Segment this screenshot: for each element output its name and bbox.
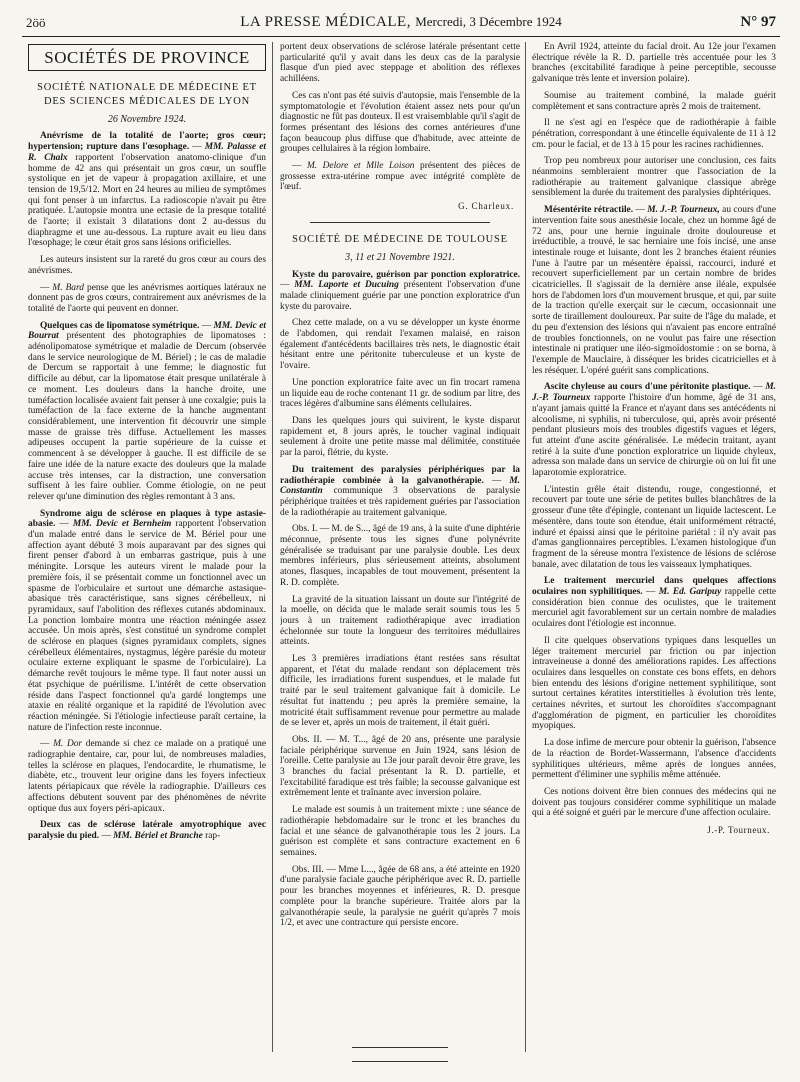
article-heading: Kyste du parovaire, guérison par ponction exploratrice.	[292, 269, 520, 280]
column-divider	[525, 42, 526, 1052]
article-authors: M. Bard	[52, 282, 84, 293]
article-text: pense que les anévrismes aortiques latéraux ne donnent pas de gros cœurs, contrairement aux anévrismes de la totalité de l'aorte qui peuvent en donner.	[28, 282, 266, 314]
paragraph: Ces notions doivent être bien connues des médecins qui ne doivent pas toujours considérer comme syphilitique un malade qui a été soigné et guéri par le mercure d'une affection oculaire.	[532, 787, 776, 819]
paragraph: Une ponction exploratrice faite avec un fin trocart ramena un liquide eau de roche contenant 11 gr. de sodium par litre, des traces légères d'albumine sans éléments cellulaires.	[280, 377, 520, 410]
paragraph: Ces cas n'ont pas été suivis d'autopsie, mais l'ensemble de la symptomatologie et l'évolution étaient assez nets pour qu'un diagnostic ne fût pas douteux. Il est vraisemblable qu'il s'agit de formes présentant des lésions des cornes antérieures d'une façon beaucoup plus diffuse que d'habitude, avec atteinte de groupes cellulaires à la région lombaire.	[280, 90, 520, 155]
paragraph: — M. Delore et Mlle Loison présentent des pièces de grossesse extra-utérine rompue avec intégrité complète de l'œuf.	[280, 161, 520, 193]
session-date: 3, 11 et 21 Novembre 1921.	[345, 251, 455, 263]
article-heading: Le traitement mercuriel dans quelques affections oculaires non syphilitiques.	[532, 576, 776, 598]
article: Le traitement mercuriel dans quelques affections oculaires non syphilitiques. — M. Ed. Garipuy rappelle cette considération bien connue des oculistes, que le traitement mercuriel agit favorablement sur un certain nombre de maladies oculaires dont l'étiologie est inconnue.	[532, 576, 776, 630]
column-divider	[272, 42, 273, 1052]
article-authors: MM. Devic et Bourrat	[28, 320, 266, 342]
article-authors: MM. Laporte et Ducuing	[294, 280, 399, 291]
article-heading: Deux cas de sclérose latérale amyotrophique avec paralysie du pied.	[28, 820, 266, 841]
article-text: rapporte l'histoire d'un homme, âgé de 31 ans, n'ayant jamais quitté la France et n'ayant dans ses antécédents ni alcoolisme, ni syphilis, ni tuberculose, qui, après avoir présenté pendant plusieurs mois des troubles digestifs vagues et légers, fut atteint d'une ascite généralisée. Le médecin traitant, ayant retiré à la suite d'une ponction exploratrice un liquide chyleux, adressa son malade dans un service de chirurgie où on lui fit une laparotomie exploratrice.	[532, 393, 776, 479]
paragraph: Obs. I. — M. de S..., âgé de 19 ans, à la suite d'une diphtérie méconnue, présente tous les signes d'une polynévrite généralisée se traduisant par une paralysie double. Les deux membres inférieurs, plus sérieusement atteints, absolument atones, flasques, incapables de tout mouvement, présentent la R. D. complète.	[280, 524, 520, 588]
paragraph: Les auteurs insistent sur la rareté du gros cœur au cours des anévrismes.	[28, 255, 266, 276]
article-authors: M. Ed. Garipuy	[658, 587, 722, 598]
society-heading: SOCIÉTÉ NATIONALE DE MÉDECINE ET DES SCIENCES MÉDICALES DE LYON	[37, 81, 257, 107]
newspaper-page	[22, 12, 780, 1072]
signature: G. Charleux.	[458, 201, 514, 212]
paragraph: La gravité de la situation laissant un doute sur l'intégrité de la moelle, on décida que le malade serait soumis tous les 5 jours à un traitement radiothérapique avec irradiation échelonnée sur toute la longueur des territoires médullaires atteints.	[280, 594, 520, 648]
session-date: 26 Novembre 1924.	[107, 113, 187, 125]
article: Du traitement des paralysies périphériques par la radiothérapie combinée à la galvanothérapie. — M. Constantin communique 3 observations de paralysie périphérique traitées et très rapidement guéries par l'association de la radiothérapie au traitement galvanique.	[280, 464, 520, 518]
article-authors: M. Dor	[53, 739, 83, 750]
signature: J.-P. Tourneux.	[707, 825, 770, 836]
paragraph: Chez cette malade, on a vu se développer un kyste énorme de l'abdomen, qui rendait l'examen malaisé, en raison également d'antécédents bacillaires très nets, le diagnostic était hésitant entre une péritonite tuberculeuse et un kyste de l'ovaire.	[280, 318, 520, 372]
journal-title	[22, 14, 780, 31]
page-header	[22, 12, 780, 37]
footer-rule	[352, 1061, 448, 1062]
column-3	[532, 42, 776, 1067]
column-2	[280, 42, 520, 1067]
paragraph: Les 3 premières irradiations étant restées sans résultat apparent, et l'état du malade rendant son déplacement très difficile, les irradiations furent suspendues, et le malade fut traité par le seul traitement galvanique fait à domicile. Le résultat fut inattendu ; peu après la première semaine, la motricité était suffisamment revenue pour permettre au malade de se lever et, après un mois de traitement, il était guéri.	[280, 654, 520, 729]
article-authors: MM. Bériel et Branche	[113, 831, 203, 841]
paragraph: Le malade est soumis à un traitement mixte : une séance de radiothérapie hebdomadaire sur le tronc et les branches du facial et une séance de galvanothérapie tous les 2 jours. La guérison est complète et sans contracture exactement en 6 semaines.	[280, 805, 520, 858]
article-text: rappelle cette considération bien connue des oculistes, que le traitement mercuriel agit favorablement sur un certain nombre de maladies oculaires dont l'étiologie est inconnue.	[532, 587, 776, 630]
paragraph: portent deux observations de sclérose latérale présentant cette particularité qu'il y avait dans les deux cas de la paralysie flasque d'un pied avec steppage et abolition des réflexes achilléens.	[280, 42, 520, 85]
article-heading: Du traitement des paralysies périphériques par la radiothérapie combinée à la galvanothérapie.	[280, 464, 520, 486]
article: Anévrisme de la totalité de l'aorte; gros cœur; hypertension; rupture dans l'œsophage. — MM. Palasse et R. Chalx rapportent l'observation anatomo-clinique d'un homme de 42 ans qui présentait un gros cœur, un souffle systolique en jet de vapeur à propagation axillaire, et une tension de 19,5/12. Mort en 24 heures au milieu de symptômes qui font penser à un infarctus. La radioscopie n'avait pu être pratiquée. L'autopsie montra une ectasie de la presque totalité de l'aorte; il existait 3 dilatations dont 2 au-dessus du diaphragme et une au-dessous. La rupture avait eu lieu dans l'œsophage; le cœur était gros sans lésions orificielles.	[28, 131, 266, 249]
footer-rule	[352, 1047, 448, 1048]
article-text: présentent des pièces de grossesse extra-utérine rompue avec intégrité complète de l'œuf.	[280, 161, 520, 193]
article-authors: M. Constantin	[280, 475, 520, 497]
paragraph: Trop peu nombreux pour autoriser une conclusion, ces faits néanmoins sembleraient montrer que l'association de la radiothérapie au traitement galvanique classique abrège sensiblement la durée du traitement des paralysies diphtériques.	[532, 156, 776, 199]
article-text: rap-	[205, 831, 221, 841]
article: Syndrome aigu de sclérose en plaques à type astasie-abasie. — MM. Devic et Bernheim rapportent l'observation d'un malade entré dans le service de M. Bériel pour une affection ayant débuté 3 mois auparavant par des signes qui firent penser d'abord à un embarras gastrique, puis à une méningite. Lorsque les auteurs virent le malade pour la première fois, il se présentait comme un fonctionnel avec un spasme de l'orbiculaire et surtout une démarche astasique-abasique très caractéristique, sans signes cérébelleux, ni pyramidaux, sauf l'abolition des réflexes cutanés abdominaux. La ponction lombaire montra une réaction méningée assez accusée. Un mois après, s'est constitué un syndrome complet de sclérose en plaques (signes pyramidaux complets, signes cérébelleux élémentaires, nystagmus, légère parésie du moteur oculaire externe expliquant le spasme de l'orbiculaire). La démarche revêt toujours le même type. Il faut noter aussi un état psychique de puérilisme. L'intérêt de cette observation réside dans l'aspect fonctionnel qu'a gardé longtemps une ataxie en réalité organique et la rapidité de l'évolution avec réaction méningée. Si l'étiologie infectieuse paraît certaine, la nature de l'infection reste inconnue.	[28, 508, 266, 733]
article-authors: MM. Devic et Bernheim	[72, 519, 172, 530]
article: Quelques cas de lipomatose symétrique. — MM. Devic et Bourrat présentent des photographies de lipomatoses : adénolipomatose symétrique et maladie de Dercum (observée dans le service neurologique de M. Bériel) ; le cas de maladie de Dercum se rapportait à une femme; le diagnostic fut difficile au début, car la lipomatose était presque unilatérale à ce moment. Les douleurs dans la hanche droite, une tuméfaction localisée avaient fait penser à une coxalgie; puis la tuméfaction de la face externe de la hanche augmentant considérablement, une intervention fit découvrir une simple masse de graisse très diffuse. Actuellement les masses adipeuses occupent la partie supérieure de la cuisse et commencent à se développer à gauche. Il est difficile de se faire une idée de la nature exacte des douleurs que la malade accuse très intenses, car la distraction, une conversation suffisent à les faire oublier. Comme étiologie, on ne peut relever qu'une diminution des règles remontant à 3 ans.	[28, 320, 266, 502]
article-text: au cours d'une intervention faite sous anesthésie locale, chez un homme âgé de 72 ans, pour une hernie inguinale droite douloureuse et irréductible, a trouvé, le sac herniaire une fois incisé, une anse intestinale rouge et luisante, dont les 2 branches étaient réunies l'une à l'autre par un mésentère épaissi, raccourci, induré et recouvert superficiellement par un certain nombre de brides cicatricielles. Il s'agissait de la dernière anse iléale, expulsée hors de l'abdomen lors d'un mouvement brusque, et qui, par suite de la traction qu'elle exerçait sur le cæcum, occasionnait une sorte de tiraillement douloureux. Par suite de l'âge du malade, et du peu d'extension des lésions qui n'avaient pas encore entraîné de troubles fonctionnels, on ne voulut pas faire une résection intestinale ni pratiquer une iléo-sigmoïdostomie : on se borna, à l'exemple de Mauclaire, à disséquer les brides cicatricielles et à les réséquer. L'opéré guérit sans complications.	[532, 205, 776, 376]
article: Deux cas de sclérose latérale amyotrophique avec paralysie du pied. — MM. Bériel et Branche rap-	[28, 820, 266, 841]
society-heading: SOCIÉTÉ DE MÉDECINE DE TOULOUSE	[292, 233, 508, 245]
article-text: présentent des photographies de lipomatoses : adénolipomatose symétrique et maladie de Dercum (observée dans le service neurologique de M. Bériel) ; le cas de maladie de Dercum se rapportait à une femme; le diagnostic fut difficile au début, car la lipomatose était presque unilatérale à ce moment. Les douleurs dans la hanche droite, une tuméfaction localisée avaient fait penser à une coxalgie; puis la tuméfaction de la face externe de la hanche augmentant considérablement, une intervention fit découvrir une simple masse de graisse très diffuse. Actuellement les masses adipeuses occupent la partie supérieure de la cuisse et commencent à se développer à gauche. Il est difficile de se faire une idée de la nature exacte des douleurs que la malade accuse très intenses, car la distraction, une conversation suffisent à les faire oublier. Comme étiologie, on ne peut relever qu'une diminution des règles remontant à 3 ans.	[28, 331, 266, 502]
issue-date: Mercredi, 3 Décembre 1924	[415, 14, 562, 29]
paragraph: Soumise au traitement combiné, la malade guérit complètement et sans contracture après 2 mois de traitement.	[532, 90, 776, 112]
article-text: rapportent l'observation d'un malade entré dans le service de M. Bériel pour une affection ayant débuté 3 mois auparavant par des signes qui firent penser d'abord à un embarras gastrique, puis à une méningite. Lorsque les auteurs virent le malade pour la première fois, il se présentait comme un fonctionnel avec un spasme de l'orbiculaire et surtout une démarche astasique-abasique très caractéristique, sans signes cérébelleux, ni pyramidaux, sauf l'abolition des réflexes cutanés abdominaux. La ponction lombaire montra une réaction méningée assez accusée. Un mois après, s'est constitué un syndrome complet de sclérose en plaques (signes pyramidaux complets, signes cérébelleux élémentaires, nystagmus, légère parésie du moteur oculaire externe expliquant le spasme de l'orbiculaire). La démarche revêt toujours le même type. Il faut noter aussi un état psychique de puérilisme. L'intérêt de cette observation réside dans l'aspect fonctionnel qu'a gardé longtemps une ataxie en réalité organique et la rapidité de l'évolution avec réaction méningée. Si l'étiologie infectieuse paraît certaine, la nature de l'infection reste inconnue.	[28, 519, 266, 733]
paragraph: L'intestin grêle était distendu, rouge, congestionné, et recouvert par toute une série de petites bulles blanchâtres de la grosseur d'une tête d'épingle, contenant un liquide lactescent. Le mésentère, dans toute son étendue, était uniformément rétracté, induré et épaissi ainsi que le péritoine pariétal : il n'y avait pas d'amas ganglionnaires perceptibles. L'examen histologique d'un fragment de la séreuse montra l'existence de lésions de sclérose banale, avec dilatation de tous les vaisseaux lymphatiques.	[532, 484, 776, 570]
article: Ascite chyleuse au cours d'une péritonite plastique. — M. J.-P. Tourneux rapporte l'histoire d'un homme, âgé de 31 ans, n'ayant jamais quitté la France et n'ayant dans ses antécédents ni alcoolisme, ni syphilis, ni tuberculose, qui, après avoir présenté pendant plusieurs mois des troubles digestifs vagues et légers, fut atteint d'une ascite généralisée. Le médecin traitant, ayant retiré à la suite d'une ponction exploratrice un liquide chyleux, adressa son malade dans un service de chirurgie où on lui fit une laparotomie exploratrice.	[532, 382, 776, 479]
article-text: présentent l'observation d'une malade cliniquement guérie par une ponction exploratrice d'un kyste du parovaire.	[280, 280, 520, 312]
column-1	[28, 42, 266, 1067]
issue-number: N° 97	[740, 14, 776, 30]
article-heading: Syndrome aigu de sclérose en plaques à type astasie-abasie.	[28, 508, 266, 530]
article-heading: Mésentérite rétractile.	[544, 205, 634, 216]
separator-rule	[310, 222, 490, 223]
paragraph: Il cite quelques observations typiques dans lesquelles un léger traitement mercuriel par friction ou par injection intraveineuse a donné des améliorations rapides. Les affections oculaires dans lesquelles on constate ces bons effets, en dehors bien entendu des lésions d'origine nettement syphilitique, sont surtout certaines kératites interstitielles à évolution très lente, certaines névrites, et surtout les choroïdites s'accompagnant d'agglomération de pigment, en particulier les choroïdites myopiques.	[532, 635, 776, 732]
page-number: 2öö	[26, 15, 46, 30]
paragraph: La dose infime de mercure pour obtenir la guérison, l'absence de la réaction de Bordet-Wassermann, l'absence d'accidents syphilitiques ultérieurs, même après de longues années, permettent d'éliminer une syphilis même atténuée.	[532, 738, 776, 781]
paragraph: Obs. III. — Mme L..., âgée de 68 ans, a été atteinte en 1920 d'une paralysie faciale gauche périphérique avec R. D. partielle pour les branches moyennes et inférieures, R. D. presque complète pour la branche supérieure. Traitée alors par la galvanothérapie seule, la paralysie ne guérit qu'après 7 mois 1/2, et avec une contracture qui persiste encore.	[280, 864, 520, 929]
paragraph: Obs. II. — M. T..., âgé de 20 ans, présente une paralysie faciale périphérique survenue en Juin 1924, sans lésion de l'oreille. Cette paralysie au 13e jour paraît devoir être grave, les 3 branches du facial présentant la R. D. partielle, et l'excitabilité faradique est très faible; la secousse galvanique est extrêmement lente et traînante avec inversion polaire.	[280, 734, 520, 799]
article-authors: M. J.-P. Tourneux	[532, 382, 776, 404]
article-heading: Ascite chyleuse au cours d'une péritonite plastique.	[544, 382, 751, 393]
article-text: communique 3 observations de paralysie périphérique traitées et très rapidement guéries par l'association de la radiothérapie au traitement galvanique.	[280, 486, 520, 518]
section-title: SOCIÉTÉS DE PROVINCE	[28, 44, 266, 71]
article-heading: Quelques cas de lipomatose symétrique.	[40, 320, 200, 331]
journal-name: LA PRESSE MÉDICALE,	[240, 14, 411, 30]
article-text: rapportent l'observation anatomo-clinique d'un homme de 42 ans qui présentait un gros cœur, un souffle systolique en jet de vapeur à propagation axillaire, et une tension de 19,5/12. Mort en 24 heures au milieu de symptômes qui font penser à un infarctus. La radioscopie n'avait pu être pratiquée. L'autopsie montra une ectasie de la presque totalité de l'aorte; il existait 3 dilatations dont 2 au-dessus du diaphragme et une au-dessous. La rupture avait eu lieu dans l'œsophage; le cœur était gros sans lésions orificielles.	[28, 152, 266, 249]
paragraph: Il ne s'est agi en l'espèce que de radiothérapie à faible pénétration, correspondant à une étincelle équivalente de 11 à 12 cm. pour le facial, et de 13 à 15 pour les racines rachidiennes.	[532, 118, 776, 150]
paragraph: En Avril 1924, atteinte du facial droit. Au 12e jour l'examen électrique révèle la R. D. partielle très accentuée pour les 3 branches (excitabilité faradique à peine perceptible, secousse galvanique très lente et inversion polaire).	[532, 42, 776, 85]
paragraph: — M. Bard pense que les anévrismes aortiques latéraux ne donnent pas de gros cœurs, contrairement aux anévrismes de la totalité de l'aorte qui peuvent en donner.	[28, 282, 266, 314]
article-text: demande si chez ce malade on a pratiqué une radiographie dentaire, car, pour lui, de nombreuses maladies, telles la sclérose en plaques, l'endocardite, le rhumatisme, le diabète, etc., trouvent leur origine dans les foyers infectieux latents périapicaux que révèle la radiographie. D'ailleurs ces affections débutent souvent par des phénomènes de névrite optique dus aux foyers péri-apicaux.	[28, 739, 266, 814]
paragraph: — M. Dor demande si chez ce malade on a pratiqué une radiographie dentaire, car, pour lui, de nombreuses maladies, telles la sclérose en plaques, l'endocardite, le rhumatisme, le diabète, etc., trouvent leur origine dans les foyers infectieux latents périapicaux que révèle la radiographie. D'ailleurs ces affections débutent souvent par des phénomènes de névrite optique dus aux foyers péri-apicaux.	[28, 739, 266, 814]
article: Mésentérite rétractile. — M. J.-P. Tourneux, au cours d'une intervention faite sous anesthésie locale, chez un homme âgé de 72 ans, pour une hernie inguinale droite douloureuse et irréductible, a trouvé, le sac herniaire une fois incisé, une anse intestinale rouge et luisante, dont les 2 branches étaient réunies l'une à l'autre par un mésentère épaissi, raccourci, induré et recouvert superficiellement par un certain nombre de brides cicatricielles. Il s'agissait de la dernière anse iléale, expulsée hors de l'abdomen lors d'un mouvement brusque, et qui, par suite de la traction qu'elle exerçait sur le cæcum, occasionnait une sorte de tiraillement douloureux. Par suite de l'âge du malade, et du peu d'extension des lésions qui n'avaient pas encore entraîné de troubles fonctionnels, on ne voulut pas faire une résection intestinale ni pratiquer une iléo-sigmoïdostomie : on se borna, à l'exemple de Mauclaire, à disséquer les brides cicatricielles et à les réséquer. L'opéré guérit sans complications.	[532, 205, 776, 376]
article-authors: MM. Palasse et R. Chalx	[28, 142, 266, 163]
article-authors: M. J.-P. Tourneux,	[647, 205, 720, 216]
article-authors: M. Delore et Mlle Loison	[306, 161, 415, 172]
article: Kyste du parovaire, guérison par ponction exploratrice. — MM. Laporte et Ducuing présentent l'observation d'une malade cliniquement guérie par une ponction exploratrice d'un kyste du parovaire.	[280, 269, 520, 312]
paragraph: Dans les quelques jours qui suivirent, le kyste disparut rapidement et, 8 jours après, le toucher vaginal indiquait seulement à droite une petite masse mal délimitée, constituée par la paroi, flétrie, du kyste.	[280, 415, 520, 459]
article-heading: Anévrisme de la totalité de l'aorte; gros cœur; hypertension; rupture dans l'œsophage.	[28, 131, 266, 153]
